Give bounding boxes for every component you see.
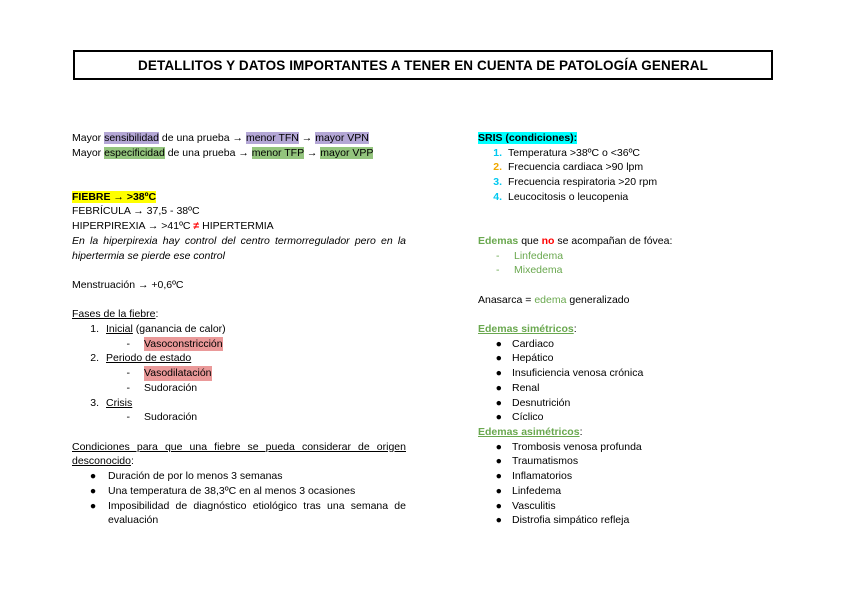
sris-item: 1. Temperatura >38ºC o <36ºC (493, 146, 640, 159)
simetrico-item: ● Cardiaco (495, 337, 555, 350)
asimetrico-item: ● Traumatismos (495, 455, 579, 468)
fase-2-sub2: - Sudoración (126, 381, 198, 394)
hiperpirexia-line: HIPERPIREXIA → >41ºC ≠ HIPERTERMIA (72, 220, 274, 233)
edemas-asimetricos-heading: Edemas asimétricos: (478, 426, 583, 438)
simetrico-item: ● Insuficiencia venosa crónica (495, 367, 644, 380)
condicion-item: ● Duración de por lo menos 3 semanas (89, 470, 283, 483)
sris-item: 2. Frecuencia cardiaca >90 lpm (493, 161, 644, 174)
asimetrico-item: ● Linfedema (495, 484, 562, 497)
asimetrico-item: ● Distrofia simpático refleja (495, 514, 630, 527)
fase-1-sub: - Vasoconstricción (126, 337, 223, 350)
condicion-item: ● Una temperatura de 38,3ºC en al menos 3 ocasiones (89, 484, 356, 497)
anasarca-line: Anasarca = edema generalizado (478, 293, 630, 306)
fase-2: 2. Periodo de estado (90, 352, 192, 365)
specificity-line: Mayor especificidad de una prueba → menor TFP → mayor VPP (72, 146, 374, 159)
fases-heading: Fases de la fiebre: (72, 308, 159, 321)
fase-2-sub: - Vasodilatación (126, 367, 212, 380)
page-title-box (73, 50, 773, 80)
asimetrico-item: ● Trombosis venosa profunda (495, 440, 642, 453)
sensitivity-line: Mayor sensibilidad de una prueba → menor TFN → mayor VPN (72, 132, 369, 144)
asimetrico-item: ● Inflamatorios (495, 470, 573, 483)
hiperpirexia-note: En la hiperpirexia hay control del centro termorregulador pero en la hipertermia se pierde ese control (72, 234, 406, 262)
fase-1: 1. Inicial (ganancia de calor) (90, 323, 226, 336)
edemas-simetricos-heading: Edemas simétricos: (478, 323, 577, 336)
fase-3-sub: - Sudoración (126, 411, 198, 424)
simetrico-item: ● Hepático (495, 352, 554, 365)
fase-3: 3. Crisis (90, 396, 133, 409)
page-title: DETALLITOS Y DATOS IMPORTANTES A TENER EN CUENTA DE PATOLOGÍA GENERAL (138, 57, 708, 73)
sris-item: 3. Frecuencia respiratoria >20 rpm (493, 176, 658, 189)
simetrico-item: ● Cíclico (495, 411, 544, 424)
left-column (72, 131, 406, 528)
fovea-item: - Linfedema (496, 249, 564, 262)
condicion-item: ● Imposibilidad de diagnóstico etiológico tras una semana de evaluación (89, 499, 406, 527)
febricula-line: FEBRÍCULA → 37,5 - 38ºC (72, 205, 200, 218)
menstruacion-line: Menstruación → +0,6ºC (72, 278, 184, 291)
right-column (478, 131, 778, 528)
simetrico-item: ● Desnutrición (495, 396, 571, 409)
sris-item: 4. Leucocitosis o leucopenia (493, 190, 629, 203)
asimetrico-item: ● Vasculitis (495, 499, 556, 512)
sris-heading: SRIS (condiciones): (478, 132, 578, 144)
fiebre-heading: FIEBRE → >38ºC (72, 190, 157, 203)
simetrico-item: ● Renal (495, 381, 540, 394)
condiciones-heading: Condiciones para que una fiebre se pueda considerar de origen desconocido: (72, 440, 406, 468)
fovea-item: - Mixedema (496, 264, 563, 277)
edemas-fovea-heading: Edemas que no se acompañan de fóvea: (478, 234, 673, 247)
